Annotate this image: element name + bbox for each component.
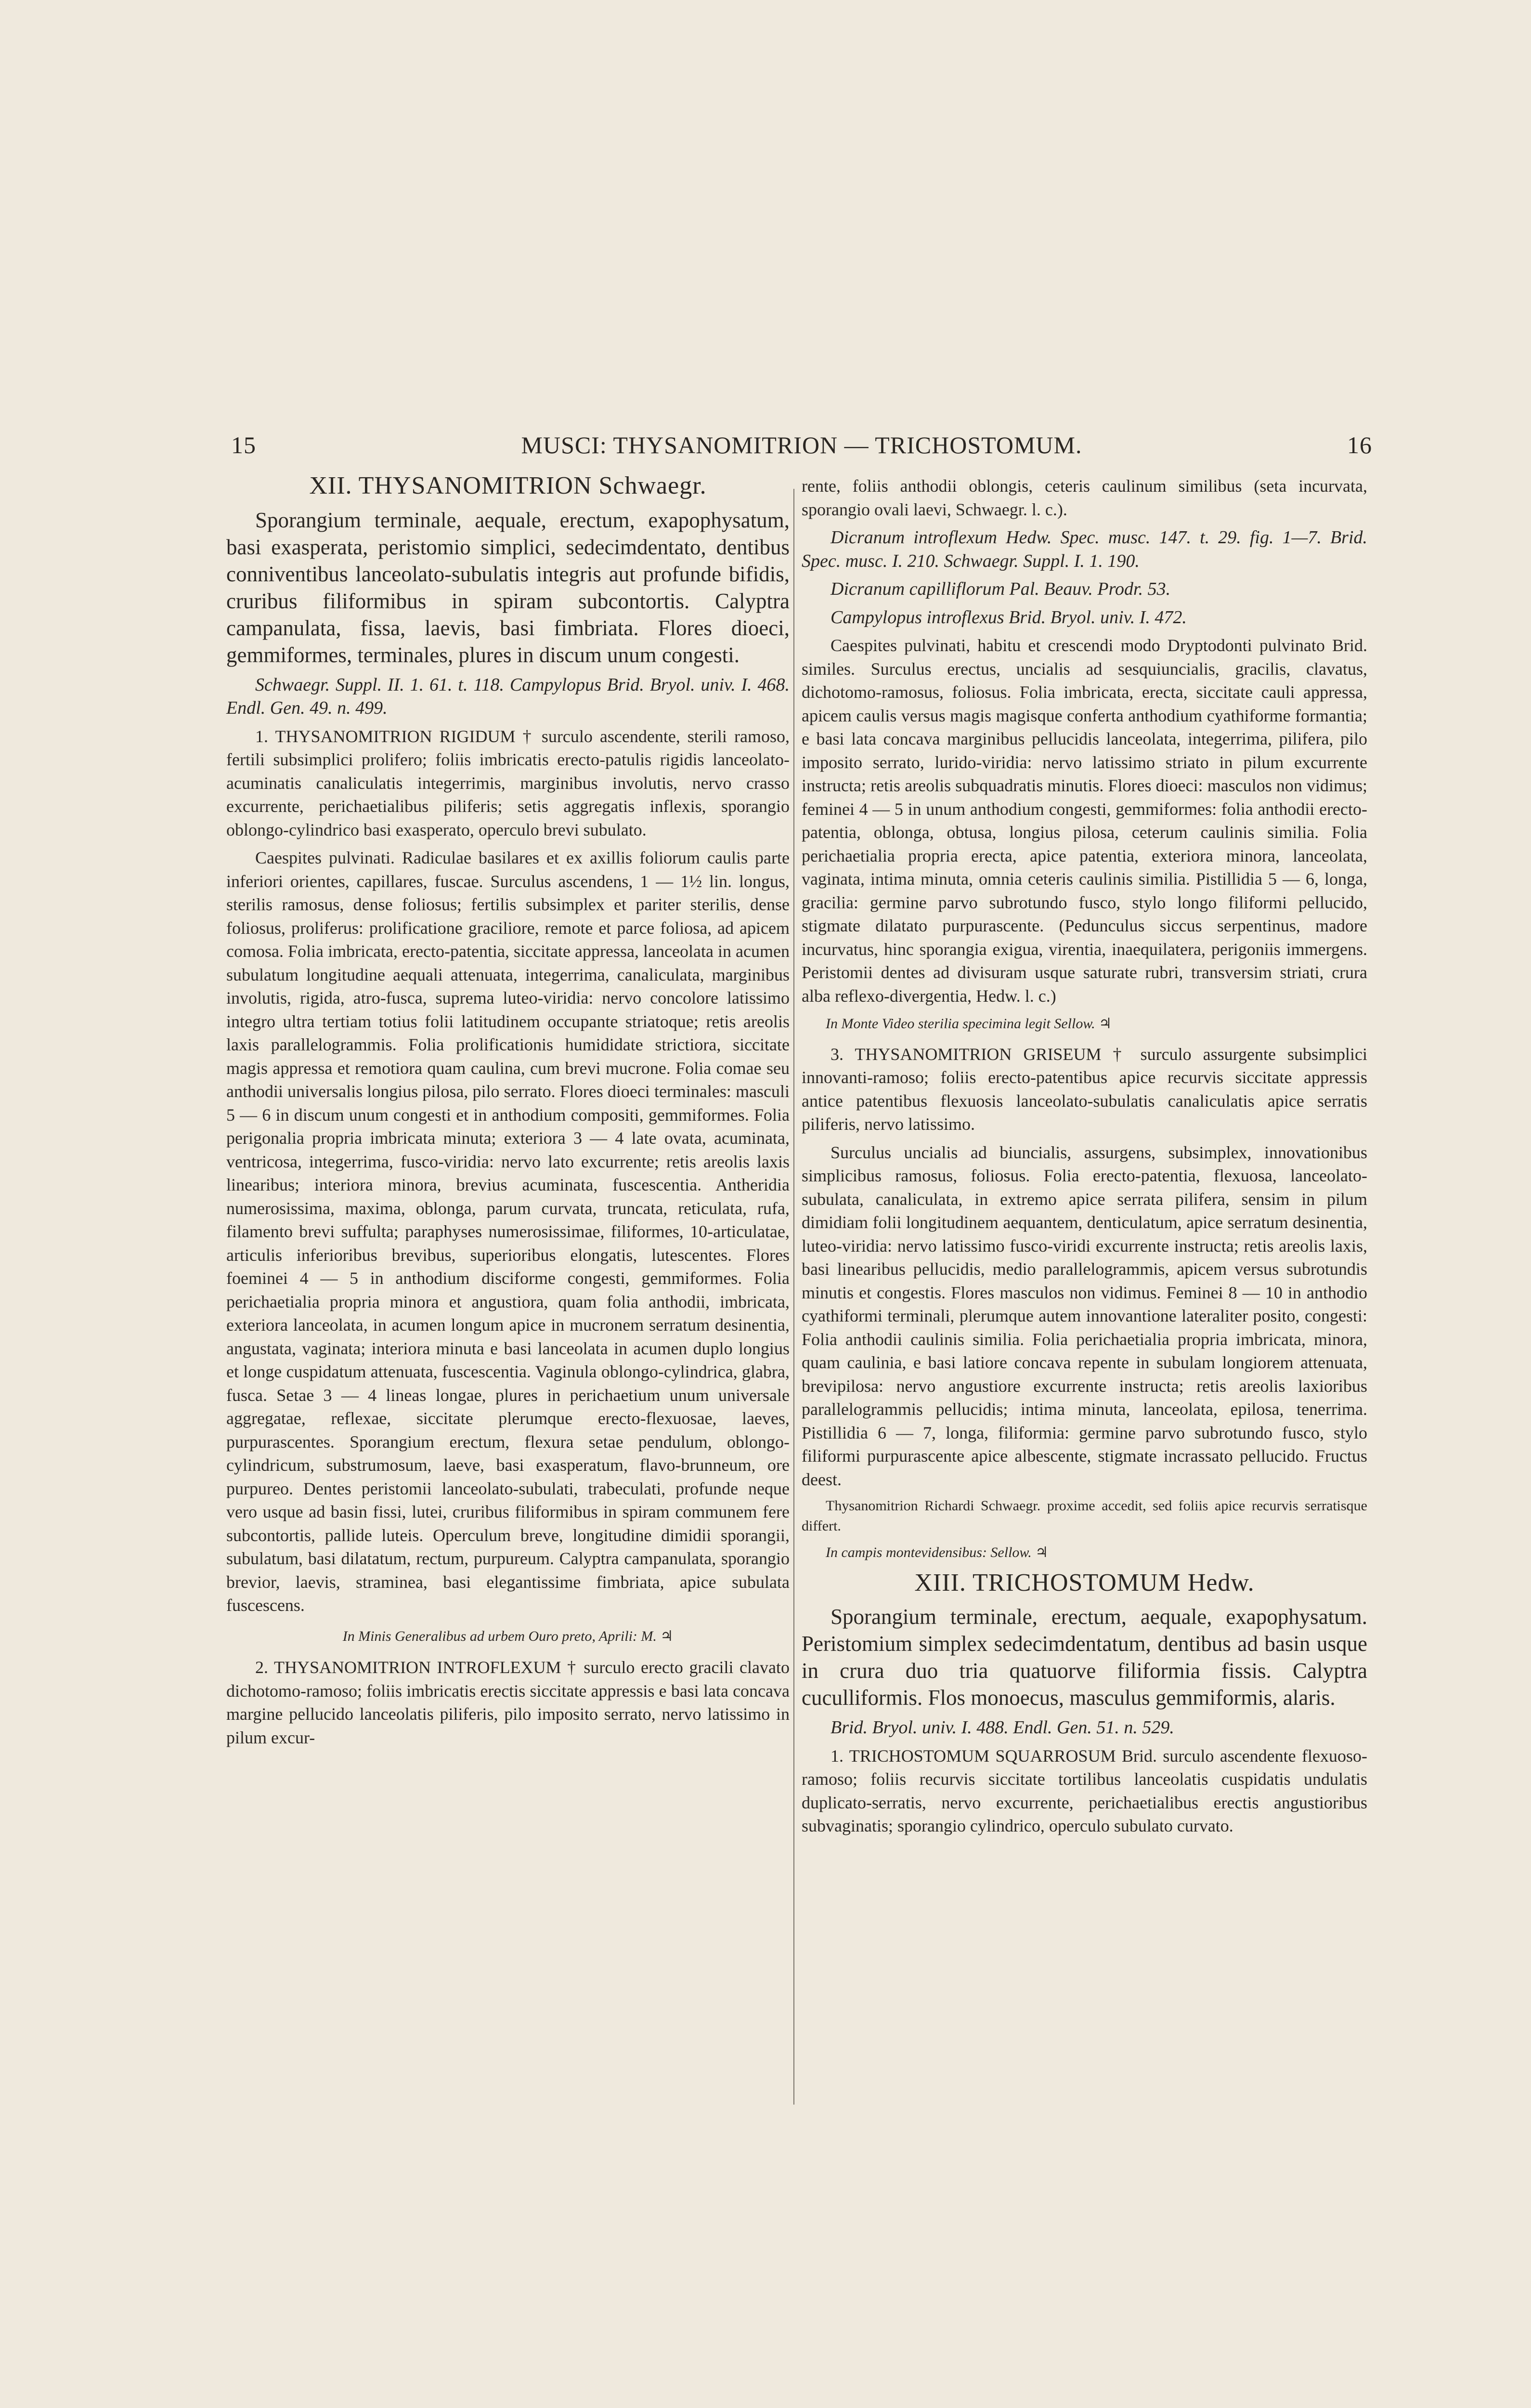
locality-rigidum: In Minis Generalibus ad urbem Ouro preto, Aprili: M. ♃ xyxy=(342,1628,674,1644)
species-diagnosis-introflexum-continued: rente, foliis anthodii oblongis, ceteris caulinum similibus (seta incurvata, sporangio ovali laevi, Schwaegr. l. c.). xyxy=(802,476,1367,519)
species-description-griseum: Surculus uncialis ad biuncialis, assurgens, subsimplex, innovationibus simplicibus ramosus, foliosus. Folia erecto-patentia, flexuosa, lanceolato-subulata, canaliculata, in extremo apice serrata pilifera, sensim in pilum dimidiam folii longitudinem aequantem, denticulatum, apice serratum desinentia, luteo-viridia: nervo latissimo fusco-viridi excurrente instructa; retis areolis laxis, basi linearibus pellucidis, medio parallelogrammis, apicem versus subrotundis minutis et congestis. Flores masculos non vidimus. Feminei 8 — 10 in anthodio cyathiformi terminali, plerumque autem innovantione lateraliter posito, congesti: Folia anthodii caulinis similia. Folia perichaetialia propria imbricata, minora, quam caulinia, e basi latiore concava repente in subulam longiorem attenuata, brevipilosa: nervo angustiore excurrente instructa; retis areolis laxioribus parallelogrammis pellucidis; intima minuta, lanceolata, epilosa, tenerrima. Pistillidia 6 — 7, longa, filiformia: germine parvo subrotundo fusco, stylo filiformi purpurascente apice albescente, stigmate incrassato pellucido. Fructus deest. xyxy=(802,1142,1367,1489)
species-diagnosis-rigidum: 1. THYSANOMITRION RIGIDUM † surculo ascendente, sterili ramoso, fertili subsimplici prolifero; foliis imbricatis erecto-patulis rigidis lanceolato-acuminatis canaliculatis integerrimis, marginibus involutis, nervo crasso excurrente, perichaetialibus piliferis; setis aggregatis inflexis, sporangio oblongo-cylindrico basi exasperato, operculo brevi subulato. xyxy=(226,726,790,839)
running-title: MUSCI: THYSANOMITRION — TRICHOSTOMUM. xyxy=(521,432,1082,458)
synonym-1: Dicranum introflexum Hedw. Spec. musc. 147. t. 29. fig. 1—7. Brid. Spec. musc. I. 210. Schwaegr. Suppl. I. 1. 190. xyxy=(802,527,1367,571)
species-diagnosis-introflexum: 2. THYSANOMITRION INTROFLEXUM † surculo erecto gracili clavato dichotomo-ramoso; foliis imbricatis erectis siccitate appressis e basi lata concava margine pellucido lanceolatis piliferis, pilo imposito serrato, nervo latissimo in pilum excur- xyxy=(226,1658,790,1747)
running-header xyxy=(226,431,1377,465)
synonym-3: Campylopus introflexus Brid. Bryol. univ. I. 472. xyxy=(830,607,1187,628)
genus-references: Schwaegr. Suppl. II. 1. 61. t. 118. Campylopus Brid. Bryol. univ. I. 468. Endl. Gen. 49. n. 499. xyxy=(226,674,790,718)
locality-griseum: In campis montevidensibus: Sellow. ♃ xyxy=(826,1544,1049,1560)
locality-introflexum: In Monte Video sterilia specimina legit Sellow. ♃ xyxy=(826,1016,1112,1032)
column-divider xyxy=(793,489,794,2105)
right-column xyxy=(802,474,1367,1843)
synonym-2: Dicranum capilliflorum Pal. Beauv. Prodr. 53. xyxy=(830,579,1171,599)
left-column xyxy=(226,474,790,1754)
genus-title-trichostomum: XIII. TRICHOSTOMUM Hedw. xyxy=(914,1569,1255,1597)
species-description-rigidum: Caespites pulvinati. Radiculae basilares et ex axillis foliorum caulis parte inferiori orientes, capillares, fuscae. Surculus ascendens, 1 — 1½ lin. longus, sterilis ramosus, dense foliosus; fertilis subsimplex et pariter sterilis, dense foliosus, proliferus: prolificatione graciliore, remote et parce foliosa, ad apicem comosa. Folia imbricata, erecto-patentia, siccitate appressa, lanceolata in acumen subulatum longitudine aequali attenuata, integerrima, canaliculata, marginibus involutis, rigida, atro-fusca, suprema luteo-viridia: nervo concolore latissimo integro ultra tertiam totius folii latitudinem occupante striatoque; retis areolis laxis parallelogrammis. Folia prolificationis humididate strictiora, siccitate magis appressa et remotiora quam caulina, cum brevi mucrone. Folia comae seu anthodii universalis longius pilosa, pilo serrato. Flores dioeci terminales: masculi 5 — 6 in discum unum congesti et in anthodium compositi, gemmiformes. Folia perigonalia propria imbricata minuta; exteriora 3 — 4 late ovata, acuminata, ventricosa, integerrima, fusco-viridia: nervo lato excurrente; retis areolis laxis linearibus; interiora minora, brevius acuminata, fuscescentia. Antheridia numerosissima, maxima, oblonga, parum curvata, truncata, reticulata, rufa, filamento brevi suffulta; paraphyses numerosissimae, filiformes, 10-articulatae, articulis inferioribus brevibus, superioribus elongatis, lutescentes. Flores foeminei 4 — 5 in anthodium disciforme congesti, gemmiformes. Folia perichaetialia propria minora et angustiora, quam folia anthodii, imbricata, exteriora lanceolata, in acumen longum apice in mucronem serratum desinentia, angustata, vaginata; interiora minuta e basi lanceolata in acumen duplo longius et longe cuspidatum attenuata, fuscescentia. Vaginula oblongo-cylindrica, glabra, fusca. Setae 3 — 4 lineas longae, plures in perichaetium unum universale aggregatae, reflexae, siccitate plerumque erecto-flexuosae, laeves, purpurascentes. Sporangium erectum, flexura setae pendulum, oblongo-cylindricum, substrumosum, laeve, basi exasperatum, flavo-brunneum, ore purpureo. Dentes peristomii lanceolato-subulati, trabeculati, profunde neque vero usque ad basin fissi, lutei, cruribus filiformibus in spiram communem fere subcontortis, pallide luteis. Operculum breve, longitudine dimidii sporangii, subulatum, basi dilatatum, rectum, purpureum. Calyptra campanulata, sporangio brevior, laevis, straminea, basi elegantissime fimbriata, apice subulata fuscescens. xyxy=(226,848,790,1615)
page-number-right: 16 xyxy=(1347,432,1372,458)
species-diagnosis-griseum: 3. THYSANOMITRION GRISEUM † surculo assurgente subsimplici innovanti-ramoso; foliis erecto-patentibus apice recurvis siccitate appressis antice patentibus flexuosis lanceolato-subulatis canaliculatis apice serratis piliferis, nervo latissimo. xyxy=(802,1044,1367,1134)
genus-title-thysanomitrion: XII. THYSANOMITRION Schwaegr. xyxy=(309,472,707,499)
page-number-left: 15 xyxy=(231,432,256,458)
note-griseum: Thysanomitrion Richardi Schwaegr. proxime accedit, sed foliis apice recurvis serratisque differt. xyxy=(802,1498,1367,1534)
genus-description: Sporangium terminale, aequale, erectum, exapophysatum, basi exasperata, peristomio simplici, sedecimdentato, dentibus conniventibus lanceolato-subulatis integris aut profunde bifidis, cruribus filiformibus in spiram subcontortis. Calyptra campanulata, fissa, laevis, basi fimbriata. Flores dioeci, gemmiformes, terminales, plures in discum unum congesti. xyxy=(226,508,790,667)
genus2-description: Sporangium terminale, erectum, aequale, exapophysatum. Peristomium simplex sedecimdentatum, dentibus ad basin usque in crura duo tria quatuorve filiformia fissis. Calyptra cuculliformis. Flos monoecus, masculus gemmiformis, alaris. xyxy=(802,1605,1367,1710)
genus2-references: Brid. Bryol. univ. I. 488. Endl. Gen. 51. n. 529. xyxy=(830,1717,1174,1738)
species-diagnosis-squarrosum: 1. TRICHOSTOMUM SQUARROSUM Brid. surculo ascendente flexuoso-ramoso; foliis recurvis siccitate tortilibus lanceolatis cuspidatis undulatis duplicato-serratis, nervo excurrente, perichaetialibus erectis angustioribus subvaginatis; sporangio cylindrico, operculo subulato curvato. xyxy=(802,1746,1367,1835)
species-description-introflexum: Caespites pulvinati, habitu et crescendi modo Dryptodonti pulvinato Brid. similes. Surculus erectus, uncialis ad sesquiuncialis, gracilis, clavatus, dichotomo-ramosus, foliosus. Folia imbricata, erecta, siccitate cauli appressa, apicem caulis versus magis magisque conferta anthodium cyathiforme formantia; e basi lata concava marginibus pellucidis lanceolata, integerrima, pilifera, pilo imposito serrato, lurido-viridia: nervo latissimo striato in pilum excurrente instructa; retis areolis subquadratis minutis. Flores dioeci: masculos non vidimus; feminei 4 — 5 in unum anthodium congesti, gemmiformes: folia anthodii erecto-patentia, oblonga, obtusa, longius pilosa, ceterum caulinis similia. Folia perichaetialia propria erecta, apice patentia, exteriora minora, lanceolata, vaginata, intima minuta, omnia ceteris caulinis similia. Pistillidia 5 — 6, longa, gracilia: germine parvo subrotundo fusco, stylo longo filiformi pellucido, stigmate dilatato purpurascente. (Pedunculus siccus serpentinus, madore incurvatus, hinc sporangia exigua, virentia, inaequilatera, perigoniis immergens. Peristomii dentes ad divisuram usque saturate rubri, transversim striati, crura alba reflexo-divergentia, Hedw. l. c.) xyxy=(802,636,1367,1006)
